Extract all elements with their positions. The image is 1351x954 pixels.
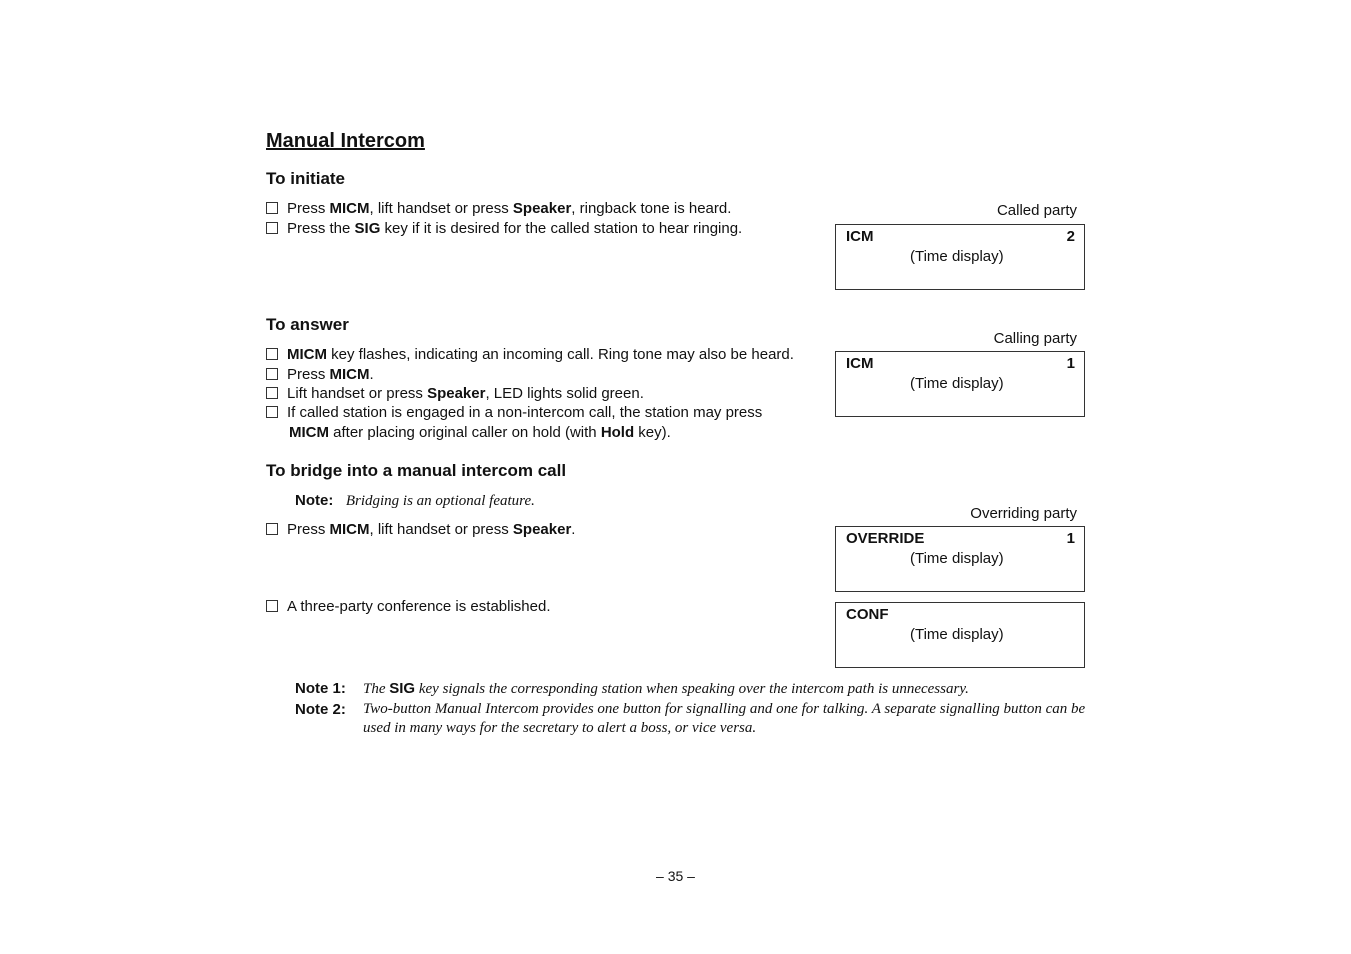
checkbox-icon (266, 202, 278, 214)
section-heading-answer: To answer (266, 315, 349, 334)
display-line1: CONF (846, 606, 889, 623)
display-number: 1 (1066, 530, 1075, 547)
section-heading-initiate: To initiate (266, 169, 346, 188)
lcd-display-overriding (835, 526, 1085, 592)
display-number: 2 (1066, 228, 1075, 245)
lcd-display-called (835, 224, 1085, 290)
page-title: Manual Intercom (266, 130, 425, 152)
checkbox-icon (266, 368, 278, 380)
display-number: 1 (1066, 355, 1075, 372)
display-line2: (Time display) (910, 550, 1004, 567)
lcd-display-calling (835, 351, 1085, 417)
checkbox-icon (266, 406, 278, 418)
note-2: Note 2: Two-button Manual Intercom provides one button for signalling and one for talking. A separate signalling button can be used in many ways for the secretary to alert a boss, or vice versa. (295, 700, 1086, 736)
lcd-display-conference (835, 602, 1085, 668)
display-caption-calling: Calling party (993, 330, 1077, 347)
display-caption-overriding: Overriding party (970, 505, 1077, 522)
display-caption-called: Called party (996, 202, 1077, 219)
page-number: – 35 – (656, 868, 695, 884)
display-line1: OVERRIDE (846, 530, 925, 547)
answer-step-1: MICM key flashes, indicating an incoming call. Ring tone may also be heard. (266, 345, 794, 365)
checkbox-icon (266, 348, 278, 360)
answer-step-2: Press MICM. (266, 365, 374, 385)
display-line1: ICM (846, 228, 874, 245)
bridge-step-1: Press MICM, lift handset or press Speaker. (266, 520, 575, 540)
answer-step-3: Lift handset or press Speaker, LED lights solid green. (266, 384, 644, 404)
answer-step-4: If called station is engaged in a non-intercom call, the station may press MICM after placing original caller on hold (with Hold key). (266, 403, 762, 442)
initiate-step-2: Press the SIG key if it is desired for the called station to hear ringing. (266, 219, 742, 239)
display-line2: (Time display) (910, 626, 1004, 643)
footnotes (295, 679, 1095, 739)
bridge-note: Note: Bridging is an optional feature. (295, 492, 535, 509)
display-line1: ICM (846, 355, 874, 372)
checkbox-icon (266, 387, 278, 399)
checkbox-icon (266, 222, 278, 234)
section-heading-bridge: To bridge into a manual intercom call (266, 461, 567, 480)
bridge-step-2: A three-party conference is established. (266, 597, 550, 617)
checkbox-icon (266, 600, 278, 612)
display-line2: (Time display) (910, 375, 1004, 392)
checkbox-icon (266, 523, 278, 535)
display-line2: (Time display) (910, 248, 1004, 265)
initiate-step-1: Press MICM, lift handset or press Speaker, ringback tone is heard. (266, 199, 731, 219)
note-1: Note 1: The SIG key signals the corresponding station when speaking over the intercom path is unnecessary. (295, 680, 969, 697)
